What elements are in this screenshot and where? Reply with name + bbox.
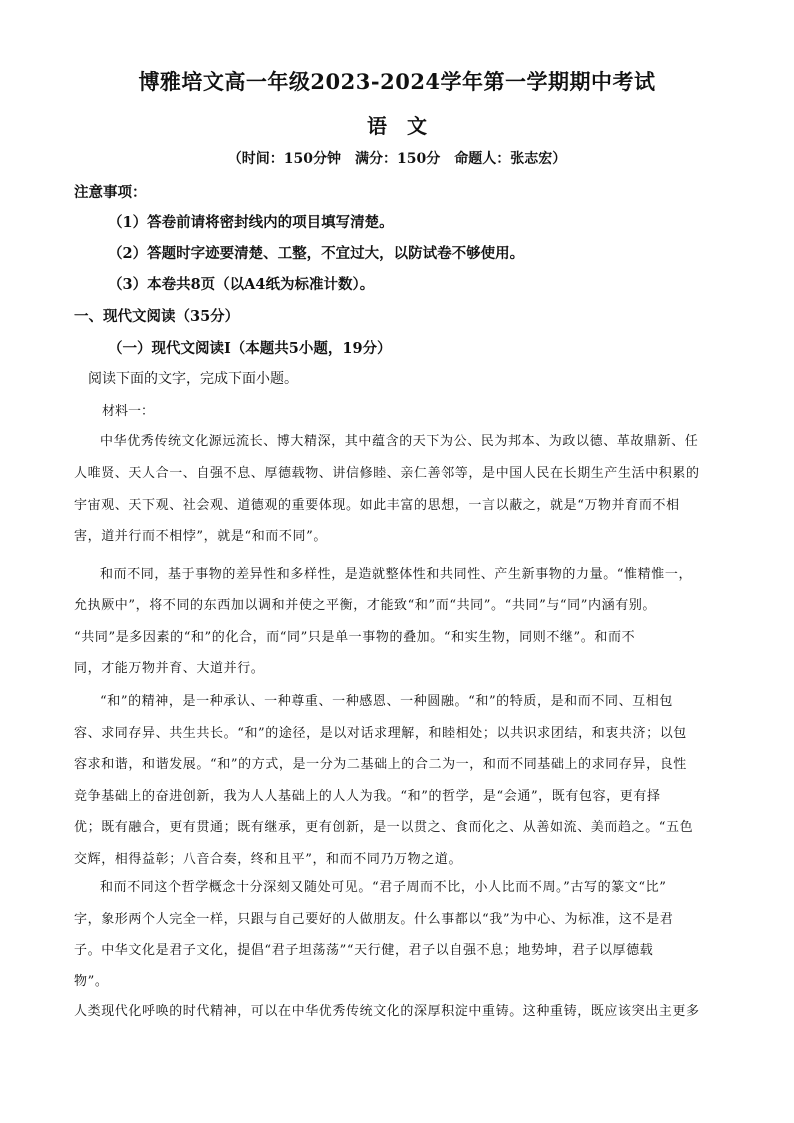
passage-line: 和而不同这个哲学概念十分深刻又随处可见。“君子周而不比，小人比而不周。”古写的篆文“比”: [100, 880, 667, 895]
exam-title: 博雅培文高一年级2023-2024学年第一学期期中考试: [138, 69, 656, 94]
exam-meta: （时间：150分钟 满分：150分 命题人：张志宏）: [227, 151, 567, 167]
passage-line: “和”的精神，是一种承认、一种尊重、一种感恩、一种圆融。“和”的特质，是和而不同、互相包: [100, 694, 673, 709]
passage-line: 人唯贤、天人合一、自强不息、厚德载物、讲信修睦、亲仁善邻等，是中国人民在长期生产生活中积累的: [74, 466, 700, 481]
passage-line: 容求和谐，和谐发展。“和”的方式，是一分为二基础上的合二为一，和而不同基础上的求同存异，良性: [74, 757, 687, 772]
passage-line: 物”。: [74, 974, 109, 989]
subsection-heading: （一）现代文阅读Ⅰ（本题共5小题，19分）: [108, 340, 392, 357]
passage-line: 竞争基础上的奋进创新，我为人人基础上的人人为我。“和”的哲学，是“会通”，既有包容，更有择: [74, 789, 661, 804]
passage-line: 允执厥中”，将不同的东西加以调和并使之平衡，才能致“和”而“共同”。“共同”与“同”内涵有别。: [74, 598, 657, 613]
passage-line: 宇宙观、天下观、社会观、道德观的重要体现。如此丰富的思想，一言以蔽之，就是“万物并育而不相: [74, 498, 680, 513]
notice-item-2: （2）答题时字迹要清楚、工整，不宜过大，以防试卷不够使用。: [108, 245, 525, 262]
passage-line: 同，才能万物并育、大道并行。: [74, 661, 265, 676]
passage-line: 交辉，相得益彰；八音合奏，终和且平”，和而不同乃万物之道。: [74, 852, 463, 867]
passage-line: 害，道并行而不相悖”，就是“和而不同”。: [74, 529, 327, 544]
material-label: 材料一：: [102, 404, 155, 419]
subject-heading: 语 文: [367, 114, 427, 138]
passage-line: 中华优秀传统文化源远流长、博大精深，其中蕴含的天下为公、民为邦本、为政以德、革故鼎新、任: [100, 434, 699, 449]
passage-line: 子。中华文化是君子文化，提倡“君子坦荡荡”“天行健，君子以自强不息；地势坤，君子以厚德载: [74, 943, 654, 958]
passage-line: 容、求同存异、共生共长。“和”的途径，是以对话求理解，和睦相处；以共识求团结，和衷共济；以包: [74, 726, 687, 741]
notice-item-3: （3）本卷共8页（以A4纸为标准计数）。: [108, 276, 375, 293]
passage-line: 字，象形两个人完全一样，只跟与自己要好的人做朋友。什么事都以“我”为中心、为标准，这不是君: [74, 912, 674, 927]
notice-heading: 注意事项：: [74, 184, 147, 201]
reading-instruction: 阅读下面的文字，完成下面小题。: [88, 371, 298, 387]
passage-line: 人类现代化呼唤的时代精神，可以在中华优秀传统文化的深厚积淀中重铸。这种重铸，既应该突出主更多: [74, 1004, 700, 1019]
notice-item-1: （1）答卷前请将密封线内的项目填写清楚。: [108, 214, 394, 231]
passage-line: 和而不同，基于事物的差异性和多样性，是造就整体性和共同性、产生新事物的力量。“惟精惟一，: [100, 567, 693, 582]
section-heading: 一、现代文阅读（35分）: [74, 308, 240, 325]
passage-line: 优；既有融合，更有贯通；既有继承，更有创新，是一以贯之、食而化之、从善如流、美而趋之。“五色: [74, 820, 694, 835]
passage-line: “共同”是多因素的“和”的化合，而“同”只是单一事物的叠加。“和实生物，同则不继”。和而不: [74, 630, 636, 645]
